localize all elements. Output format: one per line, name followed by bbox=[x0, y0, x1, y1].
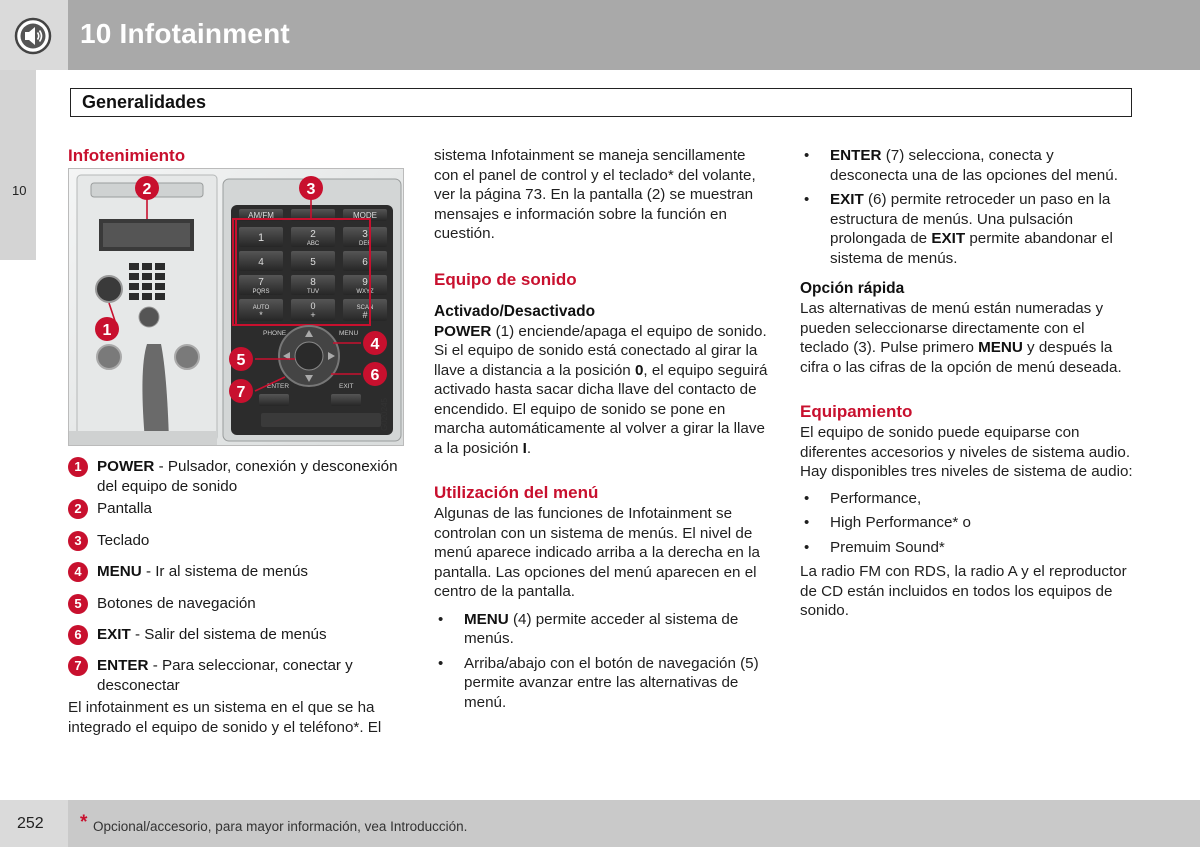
callout-1: 1 bbox=[102, 322, 112, 339]
heading-activado: Activado/Desactivado bbox=[434, 302, 596, 320]
svg-text:PHONE: PHONE bbox=[263, 330, 287, 337]
svg-text:MODE: MODE bbox=[353, 211, 377, 220]
intro-continued: sistema Infotainment se maneja sencillamente con el panel de control y el teclado* del volante, ver la página 73. En la pantalla (2) se muestran mensajes e información sobre la función en cuestión. bbox=[434, 147, 756, 242]
power-paragraph: POWER (1) enciende/apaga el equipo de sonido. Si el equipo de sonido está conectado al girar la llave a distancia a la posición 0, el equipo seguirá activado hasta sacar dicha llave del contacto de encendido. El equipo de sonido se pone en marcha automáticamente al volver a girar la llave a la posición I. bbox=[434, 322, 768, 457]
middle-column bbox=[434, 146, 770, 712]
page-number: 252 bbox=[17, 815, 44, 832]
svg-text:ABC: ABC bbox=[306, 241, 320, 247]
bullet-enter: • ENTER (7) selecciona, conecta y desconecta una de las opciones del menú. bbox=[800, 146, 1134, 185]
svg-text:AM/FM: AM/FM bbox=[248, 211, 274, 220]
svg-text:WXYZ: WXYZ bbox=[356, 289, 374, 295]
callout-7: 7 bbox=[236, 384, 246, 401]
svg-text:0: 0 bbox=[310, 301, 316, 311]
svg-text:4: 4 bbox=[258, 257, 264, 268]
heading-equipamiento: Equipamiento bbox=[800, 402, 913, 421]
svg-text:5: 5 bbox=[310, 257, 316, 268]
callout-6: 6 bbox=[370, 367, 380, 384]
svg-text:+: + bbox=[310, 310, 316, 320]
svg-text:TUV: TUV bbox=[307, 289, 319, 295]
bullet-exit: • EXIT (6) permite retroceder un paso en la estructura de menús. Una pulsación prolongada de EXIT permite abandonar el sistema de menús. bbox=[800, 190, 1134, 268]
bullet-navigation: • Arriba/abajo con el botón de navegación (5) permite avanzar entre las alternativas de menú. bbox=[434, 654, 770, 713]
bullet-menu: • MENU (4) permite acceder al sistema de menús. bbox=[434, 610, 770, 649]
footnote-star: * bbox=[80, 812, 88, 833]
svg-text:MENU: MENU bbox=[339, 330, 359, 337]
svg-text:PQRS: PQRS bbox=[252, 289, 270, 295]
svg-text:#: # bbox=[362, 310, 368, 320]
level-item: • High Performance* o bbox=[800, 513, 1134, 533]
side-tab bbox=[0, 70, 36, 260]
chapter-title: 10 Infotainment bbox=[80, 18, 290, 49]
svg-text:AUTO: AUTO bbox=[252, 305, 270, 311]
closing-paragraph: La radio FM con RDS, la radio A y el reproductor de CD están incluidos en todos los equipos de sonido. bbox=[800, 563, 1127, 619]
svg-text:7: 7 bbox=[258, 277, 264, 288]
svg-text:1: 1 bbox=[257, 232, 265, 244]
speaker-icon bbox=[14, 17, 52, 55]
svg-text:*: * bbox=[259, 310, 263, 320]
intro-paragraph: El infotainment es un sistema en el que se ha integrado el equipo de sonido y el teléfono*. El bbox=[68, 699, 382, 736]
svg-text:DEF: DEF bbox=[359, 241, 371, 247]
footnote-text: Opcional/accesorio, para mayor información, vea Introducción. bbox=[93, 819, 468, 834]
footer-page-box bbox=[0, 800, 68, 847]
heading-equipo-de-sonido: Equipo de sonido bbox=[434, 269, 577, 289]
section-title: Generalidades bbox=[82, 92, 207, 112]
svg-text:ENTER: ENTER bbox=[267, 383, 290, 390]
section-title-box bbox=[70, 88, 1132, 117]
equipamiento-paragraph: El equipo de sonido puede equiparse con diferentes accesorios y niveles de sistema audio. Hay disponibles tres niveles de sistema de audio: bbox=[800, 424, 1133, 480]
header-icon-box bbox=[0, 0, 68, 70]
svg-text:EXIT: EXIT bbox=[339, 383, 354, 390]
callout-4: 4 bbox=[370, 336, 380, 353]
heading-opcion-rapida: Opción rápida bbox=[800, 280, 905, 297]
svg-text:6: 6 bbox=[362, 257, 368, 268]
svg-text:9: 9 bbox=[362, 277, 368, 288]
control-panel-illustration bbox=[69, 169, 404, 446]
callout-3: 3 bbox=[306, 181, 316, 198]
level-item: • Performance, bbox=[800, 489, 1134, 509]
svg-text:2: 2 bbox=[310, 229, 316, 240]
side-tab-number: 10 bbox=[12, 183, 27, 198]
svg-text:SCAN: SCAN bbox=[356, 305, 374, 311]
level-item: • Premuim Sound* bbox=[800, 538, 1134, 558]
callout-2: 2 bbox=[142, 181, 152, 198]
right-column bbox=[800, 146, 1134, 621]
svg-text:3: 3 bbox=[362, 229, 368, 240]
control-panel-figure bbox=[68, 168, 404, 446]
heading-utilizacion-menu: Utilización del menú bbox=[434, 483, 599, 502]
heading-infotenimiento: Infotenimiento bbox=[68, 146, 186, 165]
opcion-paragraph: Las alternativas de menú están numeradas y pueden seleccionarse directamente con el teclado (3). Pulse primero MENU y después la cifra o las cifras de la opción de menú deseada. bbox=[800, 300, 1122, 376]
callout-5: 5 bbox=[236, 352, 246, 369]
figure-code: G020245 bbox=[380, 398, 389, 431]
menu-paragraph: Algunas de las funciones de Infotainment se controlan con un sistema de menús. El nivel de menú aparece indicado arriba a la derecha en la pantalla. Las opciones del menú aparecen en el centro de la pantalla. bbox=[434, 505, 760, 600]
svg-text:8: 8 bbox=[310, 277, 316, 288]
